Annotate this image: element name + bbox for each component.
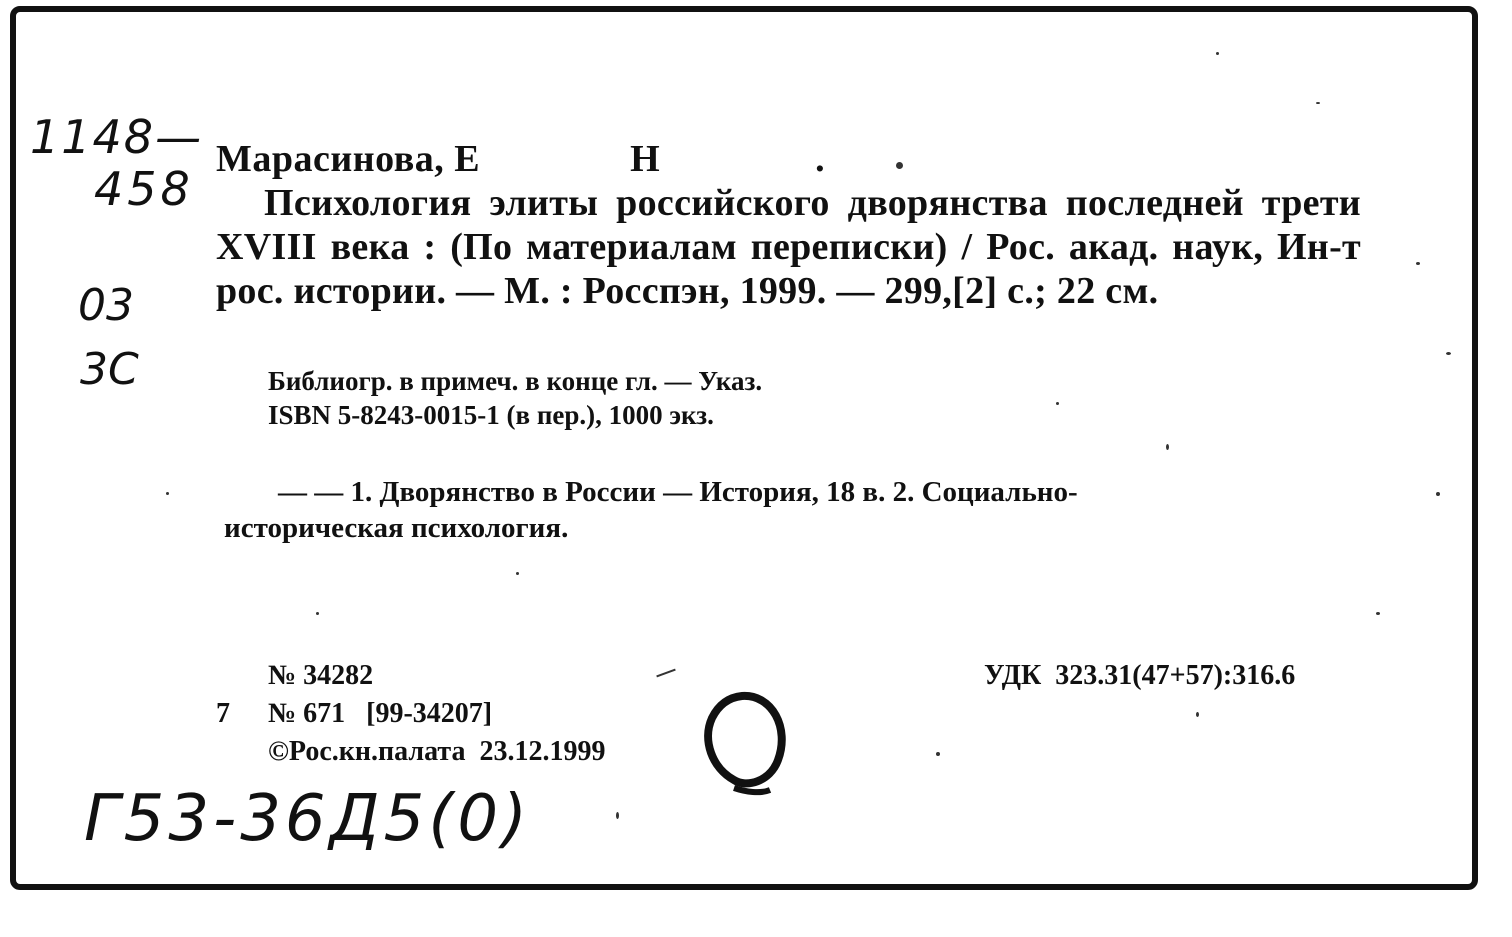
bibliographic-description xyxy=(216,137,1361,313)
footer-registration xyxy=(216,657,605,771)
author-initial: Н xyxy=(630,138,661,180)
registration-number-1: № 34282 xyxy=(268,660,374,691)
catalog-card xyxy=(10,6,1478,890)
stamp-circle-icon xyxy=(694,688,794,808)
author-line xyxy=(216,137,1361,181)
notes-block xyxy=(268,364,762,432)
handwritten-call-number-top: 1148— xyxy=(30,110,204,164)
author-dot: . xyxy=(815,138,826,180)
copyright-line: ©Рос.кн.палата 23.12.1999 xyxy=(268,736,606,767)
title-paragraph: Психология элиты российского дворянства последней трети XVIII века : (По материалам переписки) / Рос. акад. наук, Ин-т рос. истории. — М. : Росспэн, 1999. — 299,[2] с.; 22 см. xyxy=(216,182,1361,312)
handwritten-mark-3c: 3C xyxy=(80,344,139,395)
author-surname: Марасинова, Е xyxy=(216,138,481,180)
handwritten-mark-03: 03 xyxy=(78,280,134,331)
handwritten-call-number-bottom: 458 xyxy=(94,162,194,216)
subject-line-1: — — 1. Дворянство в России — История, 18 в. 2. Социально- xyxy=(278,476,1078,508)
note-bibliography: Библиогр. в примеч. в конце гл. — Указ. xyxy=(268,366,763,396)
note-isbn: ISBN 5-8243-0015-1 (в пер.), 1000 экз. xyxy=(268,400,714,430)
registration-prefix: 7 xyxy=(216,698,230,729)
udk-code: УДК 323.31(47+57):316.6 xyxy=(984,660,1296,691)
subject-headings xyxy=(224,474,1339,546)
registration-number-2: № 671 [99-34207] xyxy=(268,698,493,729)
handwritten-inventory-number: Г53-36Д5(0) xyxy=(84,782,531,856)
subject-line-2: историческая психология. xyxy=(224,512,569,544)
